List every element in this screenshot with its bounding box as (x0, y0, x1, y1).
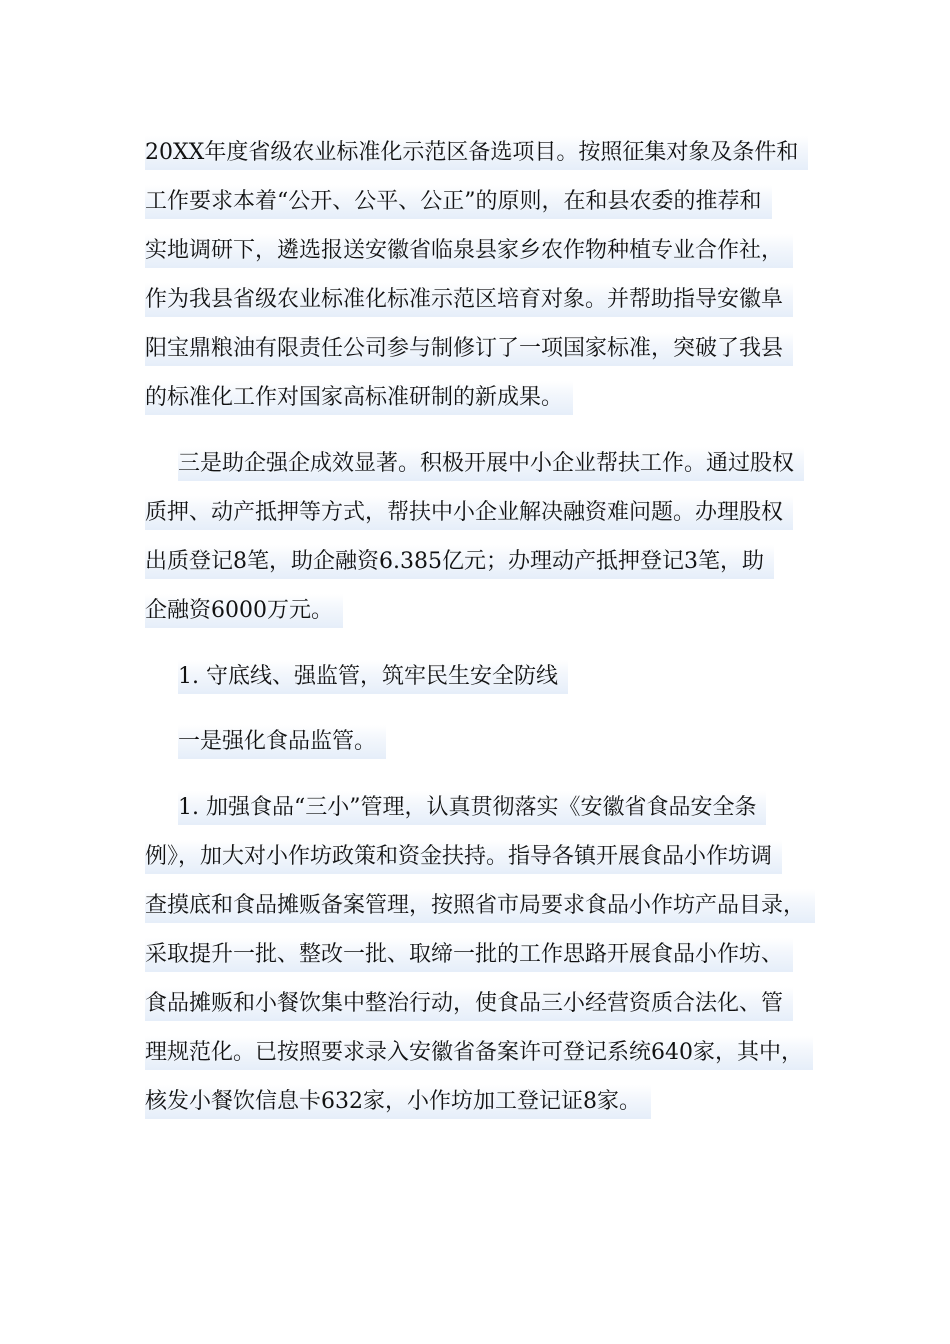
paragraph-3-line-2: 例》，加大对小作坊政策和资金扶持。指导各镇开展食品小作坊调 (145, 840, 782, 874)
paragraph-3-line-5: 食品摊贩和小餐饮集中整治行动，使食品三小经营资质合法化、管 (145, 987, 793, 1021)
paragraph-1-line-6: 的标准化工作对国家高标准研制的新成果。 (145, 381, 573, 415)
paragraph-1-line-2: 工作要求本着“公开、公平、公正”的原则，在和县农委的推荐和 (145, 185, 772, 219)
paragraph-1-line-3: 实地调研下，遴选报送安徽省临泉县家乡农作物种植专业合作社， (145, 234, 793, 268)
paragraph-2-line-1: 三是助企强企成效显著。积极开展中小企业帮扶工作。通过股权 (178, 447, 804, 481)
paragraph-3-line-6: 理规范化。已按照要求录入安徽省备案许可登记系统640家，其中， (145, 1036, 813, 1070)
paragraph-1-line-4: 作为我县省级农业标准化标准示范区培育对象。并帮助指导安徽阜 (145, 283, 793, 317)
paragraph-1-line-5: 阳宝鼎粮油有限责任公司参与制修订了一项国家标准，突破了我县 (145, 332, 793, 366)
paragraph-2-line-4: 企融资6000万元。 (145, 594, 343, 628)
paragraph-3-line-3: 查摸底和食品摊贩备案管理，按照省市局要求食品小作坊产品目录， (145, 889, 815, 923)
paragraph-3-line-7: 核发小餐饮信息卡632家，小作坊加工登记证8家。 (145, 1085, 651, 1119)
paragraph-2-line-3: 出质登记8笔，助企融资6.385亿元；办理动产抵押登记3笔，助 (145, 545, 774, 579)
paragraph-2-line-2: 质押、动产抵押等方式，帮扶中小企业解决融资难问题。办理股权 (145, 496, 793, 530)
paragraph-3-line-1: 1. 加强食品“三小”管理，认真贯彻落实《安徽省食品安全条 (178, 791, 766, 825)
subsection-heading: 一是强化食品监管。 (178, 725, 386, 759)
section-heading: 1. 守底线、强监管，筑牢民生安全防线 (178, 660, 568, 694)
paragraph-3-line-4: 采取提升一批、整改一批、取缔一批的工作思路开展食品小作坊、 (145, 938, 793, 972)
paragraph-1-line-1: 20XX年度省级农业标准化示范区备选项目。按照征集对象及条件和 (145, 136, 808, 170)
